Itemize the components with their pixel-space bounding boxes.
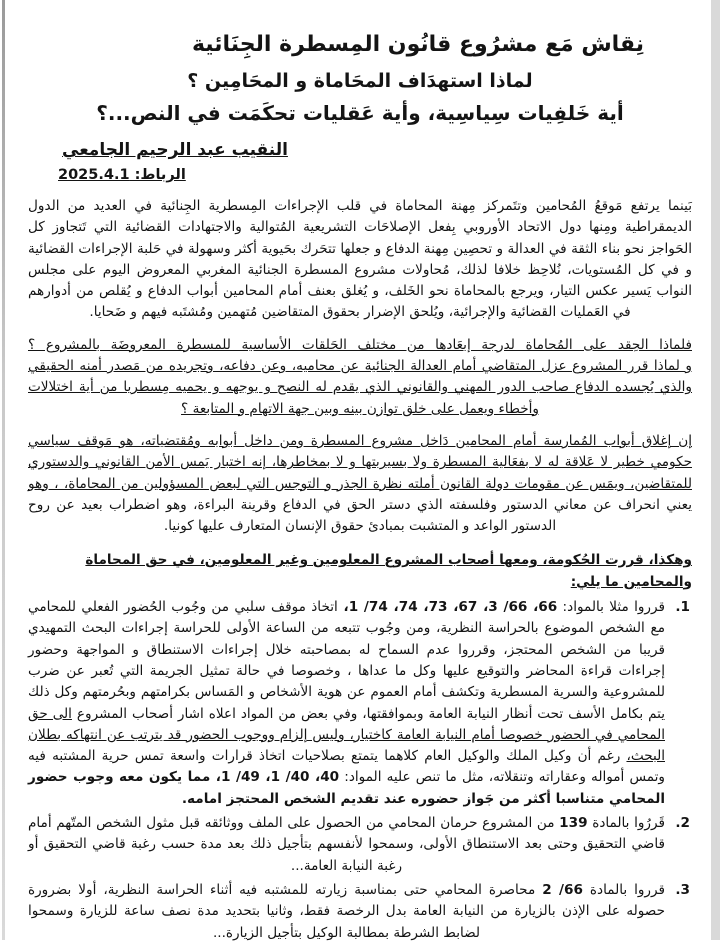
item2-run-plain-2: من المشروع حرمان المحامي من الحصول على الملف ووثائقه قبل مثول الشخص المتّهم أمام قاضي التحقيق وحتى بعد الاستنطاق الأولى، وسمحوا لأنفسهم بتأجيل ذلك بعد مدة حسب رغبة قاضي التحقيق أو رغبة النيابة العامة... [28,815,665,874]
page-edge-right [711,0,720,940]
list-item-3 [28,880,692,944]
title-line-2: لماذا استهدَاف المحَاماة و المحَامِين ؟ [187,70,533,92]
underlined-run: إن إغلاق أبواب المُمارسة أمام المحامين دَاخل مشروع المسطرة ومن داخل أبوابه ومُقتضياته، هو مَوقف سياسي حكومي خطير لا عَلاقة له لا بفعَالية المسطرة ولا بسيربتها و لا بمخاطرها، إنه اختبار يَمس الأمن القانوني والدستوري للمتقاضين، ويمَس عن مقومات دولة القانون أملته نظرة الجذر و التوجس التي لبعض المسؤولين من المحاماة، ، وهو [28,432,692,492]
list-item-1 [28,597,692,810]
page-edge-left [2,0,5,940]
title-line-3: أية خَلفِيات سِياسِية، وأية عَقليات تحكَمَت في النص...؟ [96,101,624,125]
decisions-list [28,597,692,944]
date-line: الرباط: 2025.4.1 [58,167,186,183]
list-number-3: 3. [675,881,690,898]
item1-run-articles-1: 66، 66/ 3، 67، 73، 74، 74/ 1، [337,599,558,616]
item3-run-plain-1: قرروا بالمادة [582,881,666,898]
document-body [16,196,704,944]
title-line-1: نِقاش مَع مشرُوع قانُون المِسطرة الجِنَائية [191,32,645,57]
list-item-2 [28,813,692,877]
decisions-heading: وهكذا، قررت الحُكومة، ومعها أصحاب المشروع المعلومين وغير المعلومين، في حق المحاماة والمحامين ما يلي: [85,552,692,590]
document-header [16,0,704,125]
plain-run: يعني انحراف عن معاني الدستور وفلسفته الذي دستر الحق في الدفاع وقرينة البراءة، وهو اضطراب بعيد عن روح الدستور الواعد و المتشبت بمبادئ حقوق الإنسان المتعارف عليها كونيا. [28,496,692,535]
item1-run-underlined: الى حق المحامي في الحضور خصوصا أمام النيابة العامة كاختيار، وليس إلزام ووجوب الحضور قد يترتب عن انتهاكه بطلان البحث، [28,705,665,765]
paragraph-closing-doors [28,431,692,537]
item2-run-plain-1: قَررُوا بالمادة [587,815,665,832]
paragraph-intro: بَينما يرتفع مَوقعُ المُحامين وتتَمركز مِهنة المحاماة في قلب الإجراءات المِسطرية الجِنائية في العديد من الدول الديمقراطية ومِنها دول الاتحاد الأوروبي بِفعل الإصلاحَات التشريعية المُتوالية والاجتهادات القضائية التي تَتجاوز كل الحَواجز نحو بناء الثقة في العدالة و تحصِين مِهنة الدفاع و جعلها تتحَرك بحَيوية أكثر وسهولة في حَلبة الإجراءات القضائية و في كل المُستويات، نُلاحِظ خلافا لذلك، مُحاولات مشروع المسطرة الجنائية المغربي المعروض اليوم على مجلس النواب يَسير عكس التيار، ويرجع بالمحاماة نحو الخَلف، و يُغلق بعنف أمام المحامين أبواب الدفاع و يُقلص من أدوارهم في العَمليات القضائية والإجرائية، ويُلحق الإضرار بحقوق المتقاضين مُتهمين ومُشتَبه فيهم و ضَحايا. [28,198,692,321]
paragraph-question-1: فلماذا الحِقد على المُحاماة لدرجة إبعَادها من مختلف الحَلقات الأساسية للمسطرة المعروضَة بالمشروع ؟ [28,336,692,353]
list-number-1: 1. [675,599,690,616]
item3-run-plain-2: محاصرة المحامي حتى بمناسبة زيارته للمشتبه فيه أثناء الحراسة النظرية، أولا بضرورة حصوله على الإذن بالزيارة من النيابة العامة بدل الرخصة فقط، وثانيا بتحديد مدة نصف ساعة للزيارة وسمحوا لضابط الشرطة بمطالبة الوكيل بتأجيل الزيارة... [28,881,665,941]
item1-run-plain-1: قرروا مثلا بالمواد: [557,599,665,616]
author-line: النقيب عبد الرحيم الجامعي [62,140,288,160]
item1-run-plain-3: رغم أن وكيل الملك والوكيل العام كلاهما يتمتع بصلاحيات اتخاذ قرارات واسعة تمس حرية المشتبه فيه وتمس أمواله وعقاراته وتنقلاته، مثل ما تنص عليه المواد: [28,748,665,786]
paragraph-question-2: و لماذا قرر المشروع عزل المتقاضي أمام العدالة الجنائية عن محاميه، وعن دفاعه، وتجريده من مَصدر أمنه الحقيقي والذي يُجسده الدفاع صاحب الدور المهني والقانوني الذي يقدم له النصح و يوجهه و يحميه مِسطريا من أية اختلالات وأخطاء ويعمل على خلق توازن بينه وبين جهة الاتهام و المتابعة ؟ [28,358,692,417]
item1-run-plain-2: اتخاذ موقف سلبي من وجُوب الحُضور الفعلي للمحامي مع الشخص الموضوع بالحراسة النظرية، ومن وجُوب تتبعه من الساعة الأولى للحراسة إجراءات البحث التمهيدي قريبا من الشخص المحتجز، وقرروا عدم السماح له بمصاحبته خلال إجراءات الاستنطاق و المواجهة وحضور إجراءات قراءة المحاضر والتوقيع عليها وكل ما عداها ، وخصوصا في حالة تمثيل الجريمة التي تُعبر عن ضرب للمشروعية والسرية المسطرية وتكشف أمام العموم عن هوية الأشخاص و المَساس بكرامتهم وبحُرمتهم وكل ذلك يتم بكامل الأسف تحت أنظار النيابة العامة وبموافقتها، وفي بعض من المواد اعلاه اشار أصحاب المشروع [28,599,666,722]
list-number-2: 2. [675,815,690,832]
item1-run-articles-2: 40، 40/ 1، 49/ 1، مما يكون معه وجوب حضور المحامي متناسبا أكثر من جَواز حضوره عند تقديم الشخص المحتجز امامه. [28,769,665,807]
item3-run-article: 66/ 2 [542,881,583,898]
document-page [16,0,704,947]
item2-run-article: 139 [559,815,588,832]
